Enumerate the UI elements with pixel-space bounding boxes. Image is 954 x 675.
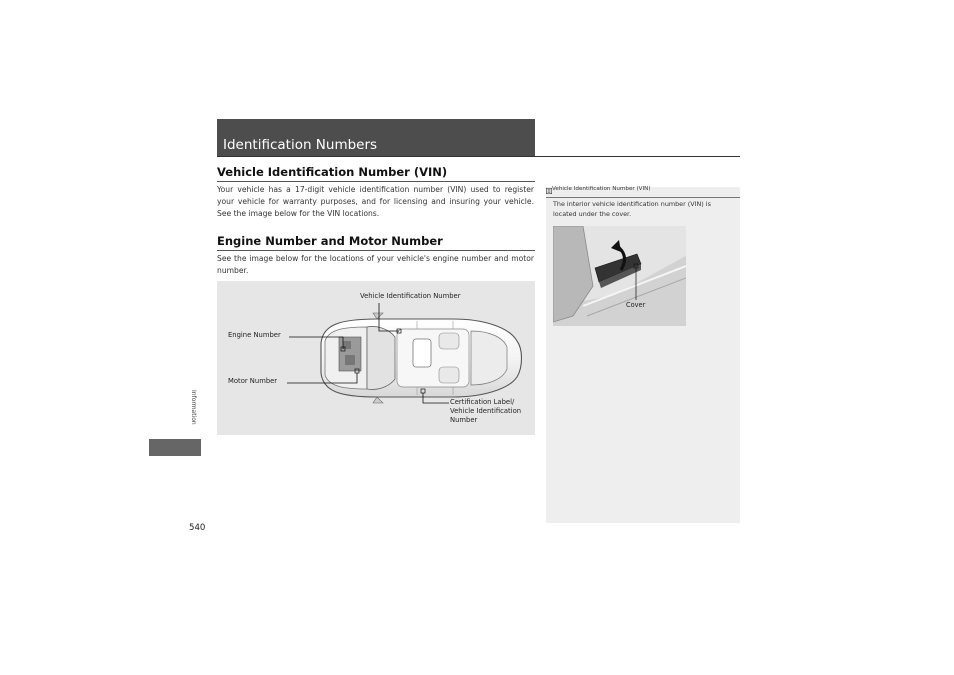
motor-number-label: Motor Number (228, 377, 278, 385)
page-title: Identification Numbers (223, 137, 378, 153)
side-tab-label: Information (190, 390, 197, 425)
side-tab (149, 439, 201, 456)
engine-number-label: Engine Number (228, 331, 281, 339)
engine-heading-rule (217, 250, 535, 251)
cover-label: Cover (626, 301, 646, 309)
vin-cover-photo (553, 226, 686, 326)
engine-heading: Engine Number and Motor Number (217, 234, 443, 248)
cover-photo-illustration (553, 226, 686, 326)
page-number: 540 (189, 523, 206, 533)
sidebar-divider (546, 197, 740, 198)
certification-label-line1: Certification Label/ (450, 398, 515, 406)
certification-label-line2: Vehicle Identification (450, 407, 522, 415)
vin-top-label: Vehicle Identification Number (360, 292, 461, 300)
certification-label-line3: Number (450, 416, 478, 424)
sidebar-title: Vehicle Identification Number (VIN) (552, 186, 651, 192)
engine-body-text: See the image below for the locations of your vehicle's engine number and motor number. (217, 254, 534, 275)
vin-heading: Vehicle Identification Number (VIN) (217, 165, 448, 179)
header-divider (217, 156, 740, 157)
sidebar-text: The interior vehicle identification number (VIN) is located under the cover. (553, 200, 711, 218)
vin-heading-rule (217, 181, 535, 182)
vin-body-text: Your vehicle has a 17-digit vehicle identification number (VIN) used to register your vehicle for warranty purposes, and for licensing and insuring your vehicle. See the image below for the VIN locations. (217, 185, 534, 218)
